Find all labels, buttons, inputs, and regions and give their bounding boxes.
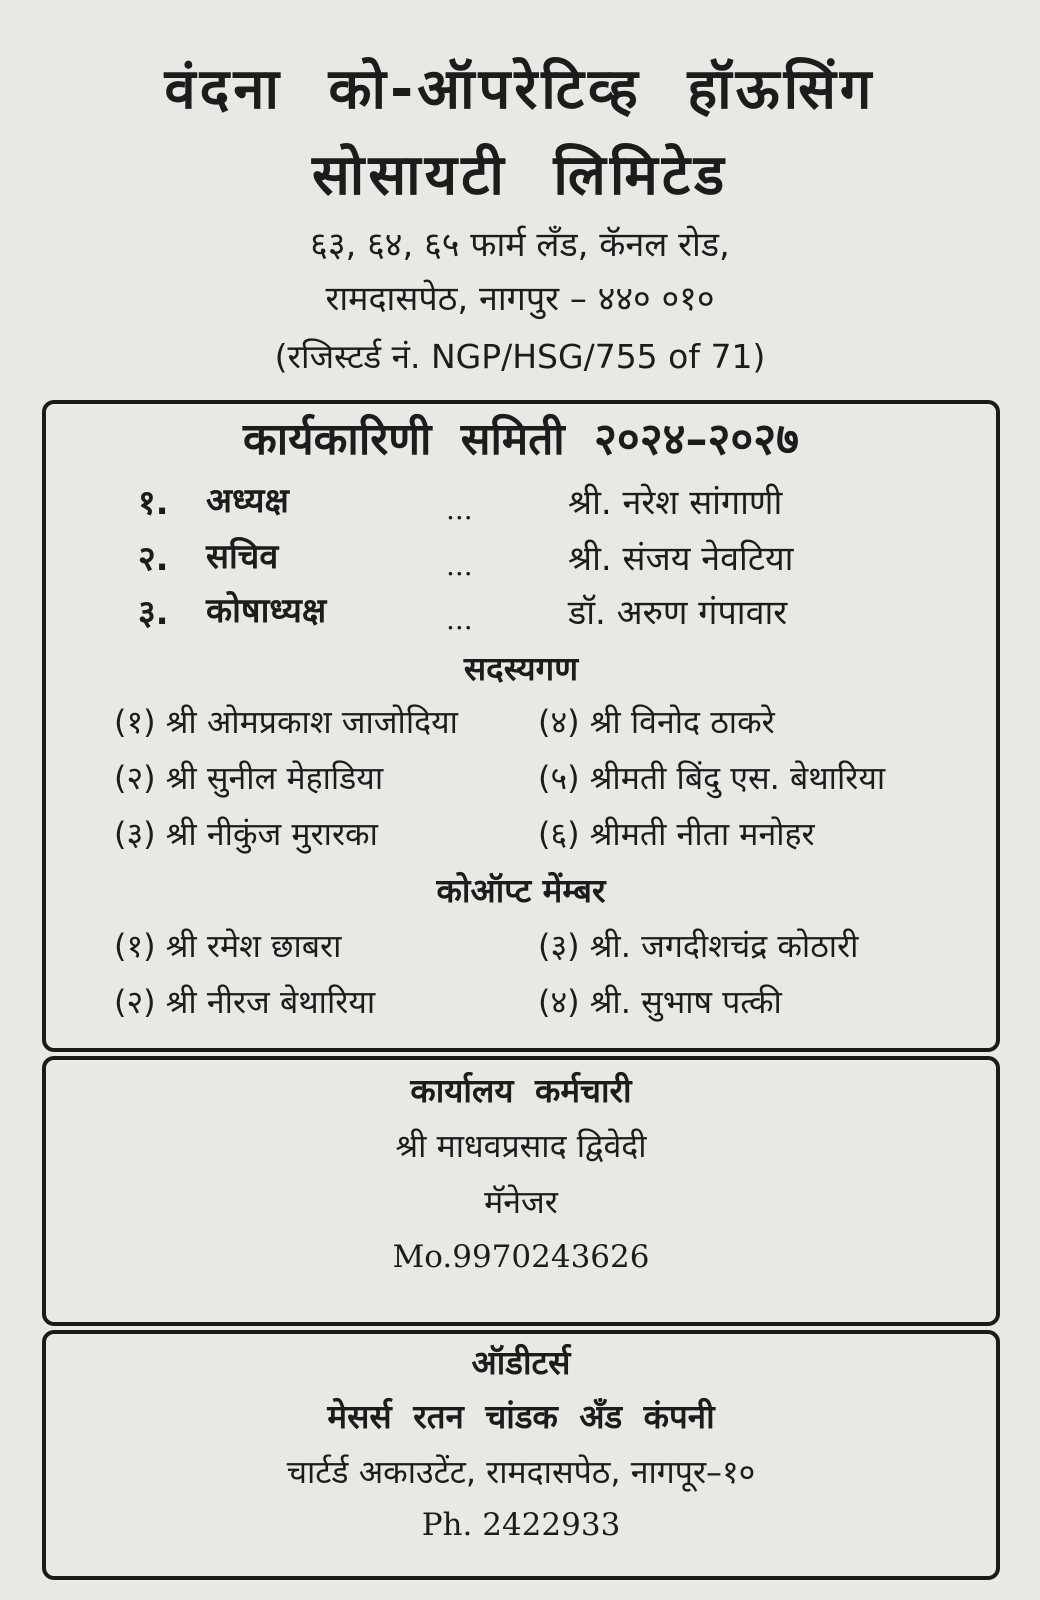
office-mobile: Mo.9970243626 [392,1239,650,1275]
registration-number: (रजिस्टर्ड नं. NGP/HSG/755 of 71) [274,337,766,376]
members-heading: सदस्यगण [463,649,579,688]
member-item: (३) श्री नीकुंज मुरारका [114,815,378,853]
member-item: (४) श्री विनोद ठाकरे [538,703,775,741]
coopt-member-item: (३) श्री. जगदीशचंद्र कोठारी [538,927,859,965]
auditor-address: चार्टर्ड अकाउटेंट, रामदासपेठ, नागपूर–१० [286,1453,756,1491]
coopt-heading: कोऑप्ट मेंम्बर [436,871,606,910]
member-item: (१) श्री ओमप्रकाश जाजोदिया [114,703,458,741]
officer-number: १. [138,483,169,523]
society-title-line1: वंदना को-ऑपरेटिव्ह हॉऊसिंग [164,57,876,122]
member-item: (२) श्री सुनील मेहाडिया [114,759,384,797]
officer-number: २. [138,539,169,579]
auditor-phone: Ph. 2422933 [421,1507,621,1543]
officer-name-secretary: श्री. संजय नेवटिया [568,539,794,579]
member-item: (५) श्रीमती बिंदु एस. बेथारिया [538,759,886,797]
officer-role-president: अध्यक्ष [206,481,289,521]
officer-dots: ... [446,603,473,636]
auditors-box [42,1330,1000,1580]
auditor-firm: मेसर्स रतन चांडक अँड कंपनी [327,1397,715,1436]
officer-role-treasurer: कोषाध्यक्ष [206,591,327,631]
office-heading: कार्यालय कर्मचारी [410,1071,632,1110]
member-item: (६) श्रीमती नीता मनोहर [538,815,815,853]
officer-dots: ... [446,549,473,582]
office-staff-box [42,1056,1000,1326]
officer-dots: ... [446,493,473,526]
society-title-line2: सोसायटी लिमिटेड [311,143,729,208]
officer-name-president: श्री. नरेश सांगाणी [568,483,783,523]
address-line1: ६३, ६४, ६५ फार्म लँड, कॅनल रोड, [310,225,730,265]
office-designation: मॅनेजर [484,1183,558,1221]
officer-number: ३. [138,593,169,633]
coopt-member-item: (१) श्री रमेश छाबरा [114,927,342,965]
address-line2: रामदासपेठ, नागपुर – ४४० ०१० [325,279,715,319]
committee-title: कार्यकारिणी समिती २०२४–२०२७ [242,414,800,465]
auditors-heading: ऑडीटर्स [471,1343,571,1382]
officer-name-treasurer: डॉ. अरुण गंपावार [568,593,788,633]
committee-box [42,400,1000,1052]
coopt-member-item: (२) श्री नीरज बेथारिया [114,983,376,1021]
coopt-member-item: (४) श्री. सुभाष पत्की [538,983,782,1021]
office-staff-name: श्री माधवप्रसाद द्विवेदी [395,1127,647,1165]
officer-role-secretary: सचिव [206,537,279,577]
